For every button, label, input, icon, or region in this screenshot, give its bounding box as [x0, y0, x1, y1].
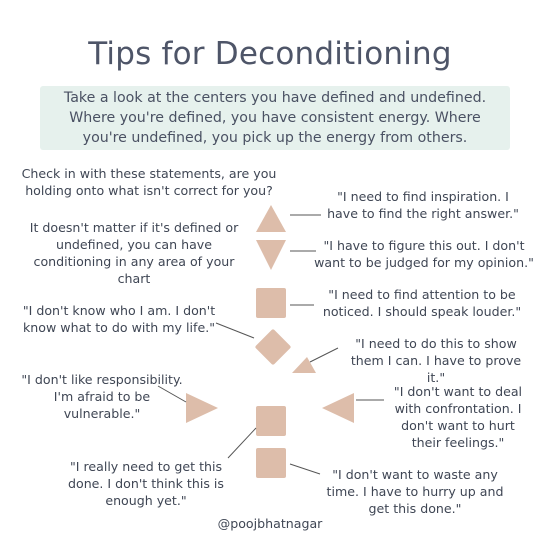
note-prove: "I need to do this to show them I can. I have to prove it.": [350, 336, 522, 385]
spleen-center-triangle: [186, 393, 218, 423]
connector-responsibility: [158, 386, 186, 402]
connector-prove: [310, 348, 338, 362]
ajna-center-triangle: [256, 240, 286, 270]
throat-center-square: [256, 288, 286, 318]
note-conditioning: It doesn't matter if it's defined or undefined, you can have conditioning in any area of your chart: [29, 220, 239, 286]
note-check-in: Check in with these statements, are you holding onto what isn't correct for you?: [21, 166, 277, 198]
head-center-triangle: [256, 205, 286, 232]
note-inspiration: "I need to find inspiration. I have to find the right answer.": [327, 189, 519, 221]
connector-enough: [228, 428, 256, 458]
solar-plexus-center-triangle: [322, 393, 354, 423]
note-figure-out: "I have to figure this out. I don't want to be judged for my opinion.": [314, 238, 534, 270]
note-hurry: "I don't want to waste any time. I have to hurry up and get this done.": [326, 467, 504, 516]
page-title: Tips for Deconditioning: [88, 36, 452, 72]
note-confrontation: "I don't want to deal with confrontation. I don't want to hurt their feelings.": [393, 384, 523, 450]
note-enough: "I really need to get this done. I don't think this is enough yet.": [68, 459, 224, 508]
heart-center-triangle: [292, 357, 316, 373]
note-attention: "I need to find attention to be noticed. I should speak louder.": [322, 287, 522, 319]
intro-text: Take a look at the centers you have defined and undefined. Where you're defined, you have consistent energy. Where you're undefined, you pick up the energy from others.: [63, 90, 487, 146]
root-center-square: [256, 448, 286, 478]
g-center-diamond: [255, 329, 292, 366]
connector-identity: [216, 323, 254, 338]
note-identity: "I don't know who I am. I don't know what to do with my life.": [22, 303, 216, 335]
sacral-center-square: [256, 406, 286, 436]
author-credit: @poojbhatnagar: [217, 516, 323, 531]
note-responsibility: "I don't like responsibility. I'm afraid to be vulnerable.": [21, 372, 183, 421]
connector-hurry: [290, 464, 320, 474]
